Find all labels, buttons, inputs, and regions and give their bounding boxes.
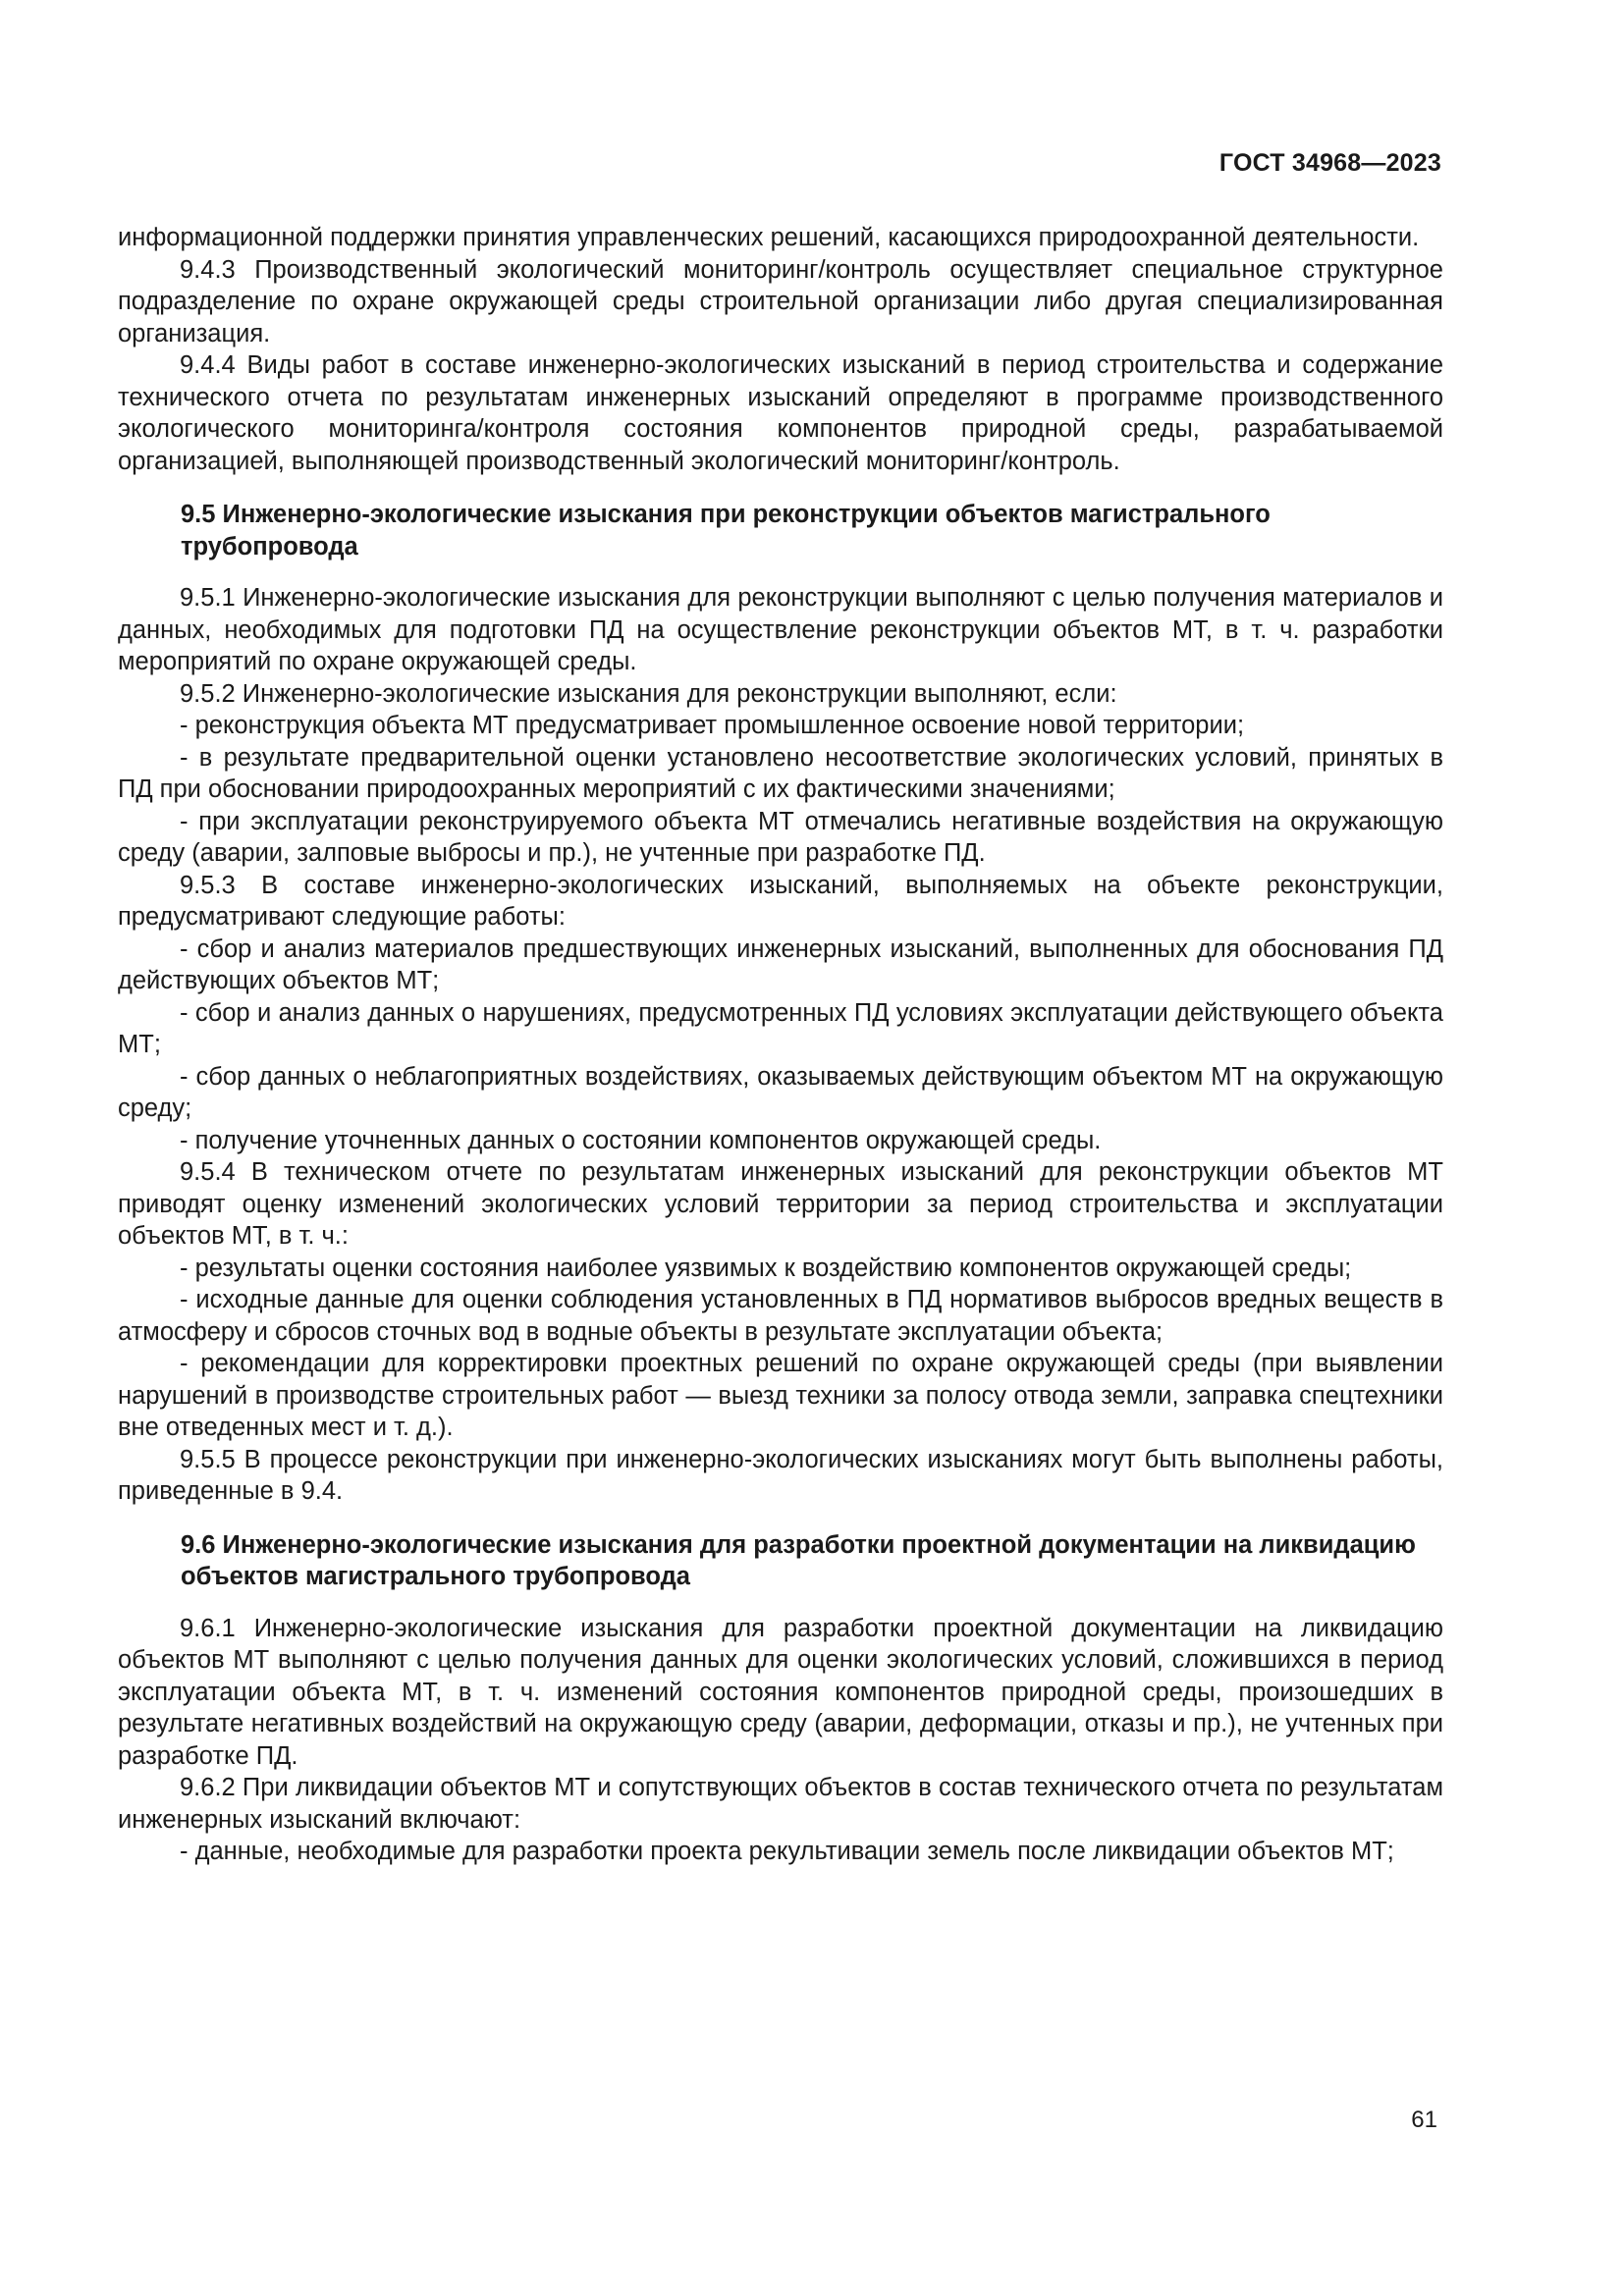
list-item: - результаты оценки состояния наиболее уязвимых к воздействию компонентов окружающей среды; xyxy=(180,1254,1352,1282)
paragraph: 9.5.3 В составе инженерно-экологических изысканий, выполняемых на объекте реконструкции, предусматривают следующие работы: xyxy=(118,871,1443,931)
list-item: - рекомендации для корректировки проектных решений по охране окружающей среды (при выявлении нарушений в производстве строительных работ — выезд техники за полосу отвода земли, заправка спецтехники вне отведенных мест и т. д.). xyxy=(118,1350,1443,1441)
paragraph: 9.6.2 При ликвидации объектов МТ и сопутствующих объектов в состав технического отчета по результатам инженерных изысканий включают: xyxy=(118,1774,1443,1834)
list-item: - реконструкция объекта МТ предусматривает промышленное освоение новой территории; xyxy=(180,712,1245,739)
list-item: - при эксплуатации реконструируемого объекта МТ отмечались негативные воздействия на окружающую среду (аварии, залповые выбросы и пр.), не учтенные при разработке ПД. xyxy=(118,807,1443,867)
document-code-header: ГОСТ 34968—2023 xyxy=(1218,149,1441,177)
page-number: 61 xyxy=(1411,2107,1437,2133)
list-item: - сбор данных о неблагоприятных воздействиях, оказываемых действующим объектом МТ на окружающую среду; xyxy=(118,1062,1443,1122)
list-item: - получение уточненных данных о состоянии компонентов окружающей среды. xyxy=(180,1126,1102,1154)
list-item: - сбор и анализ данных о нарушениях, предусмотренных ПД условиях эксплуатации действующего объекта МТ; xyxy=(118,998,1443,1058)
paragraph: информационной поддержки принятия управленческих решений, касающихся природоохранной деятельности. xyxy=(118,224,1420,251)
list-item: - исходные данные для оценки соблюдения установленных в ПД нормативов выбросов вредных веществ в атмосферу и сбросов сточных вод в водные объекты в результате эксплуатации объекта; xyxy=(118,1286,1443,1346)
list-item: - данные, необходимые для разработки проекта рекультивации земель после ликвидации объектов МТ; xyxy=(180,1838,1394,1865)
paragraph: 9.4.4 Виды работ в составе инженерно-экологических изысканий в период строительства и содержание технического отчета по результатам инженерных изысканий определяют в программе производственного экологического мониторинга/контроля состояния компонентов природной среды, разрабатываемой организацией, выполняющей производственный экологический мониторинг/контроль. xyxy=(118,351,1443,475)
paragraph: 9.5.5 В процессе реконструкции при инженерно-экологических изысканиях могут быть выполнены работы, приведенные в 9.4. xyxy=(118,1445,1443,1505)
paragraph: 9.6.1 Инженерно-экологические изыскания для разработки проектной документации на ликвидацию объектов МТ выполняют с целью получения данных для оценки экологических условий, сложившихся в период эксплуатации объекта МТ, в т. ч. изменений состояния компонентов природной среды, произошедших в результате негативных воздействий на окружающую среду (аварии, деформации, отказы и пр.), не учтенных при разработке ПД. xyxy=(118,1614,1443,1770)
paragraph: 9.5.2 Инженерно-экологические изыскания для реконструкции выполняют, если: xyxy=(180,679,1117,708)
paragraph: 9.5.1 Инженерно-экологические изыскания для реконструкции выполняют с целью получения материалов и данных, необходимых для подготовки ПД на осуществление реконструкции объектов МТ, в т. ч. разработки мероприятий по охране окружающей среды. xyxy=(118,584,1443,675)
section-heading-9-6: 9.6 Инженерно-экологические изыскания для разработки проектной документации на ликвидацию объектов магистрального трубопровода xyxy=(181,1530,1416,1590)
paragraph: 9.5.4 В техническом отчете по результатам инженерных изысканий для реконструкции объектов МТ приводят оценку изменений экологических условий территории за период строительства и эксплуатации объектов МТ, в т. ч.: xyxy=(118,1158,1443,1250)
document-body xyxy=(118,222,1443,1868)
list-item: - в результате предварительной оценки установлено несоответствие экологических условий, принятых в ПД при обосновании природоохранных мероприятий с их фактическими значениями; xyxy=(118,743,1443,803)
paragraph: 9.4.3 Производственный экологический мониторинг/контроль осуществляет специальное структурное подразделение по охране окружающей среды строительной организации либо другая специализированная организация. xyxy=(118,255,1443,347)
list-item: - сбор и анализ материалов предшествующих инженерных изысканий, выполненных для обоснования ПД действующих объектов МТ; xyxy=(118,934,1443,994)
section-heading-9-5: 9.5 Инженерно-экологические изыскания при реконструкции объектов магистрального трубопровода xyxy=(181,501,1271,561)
